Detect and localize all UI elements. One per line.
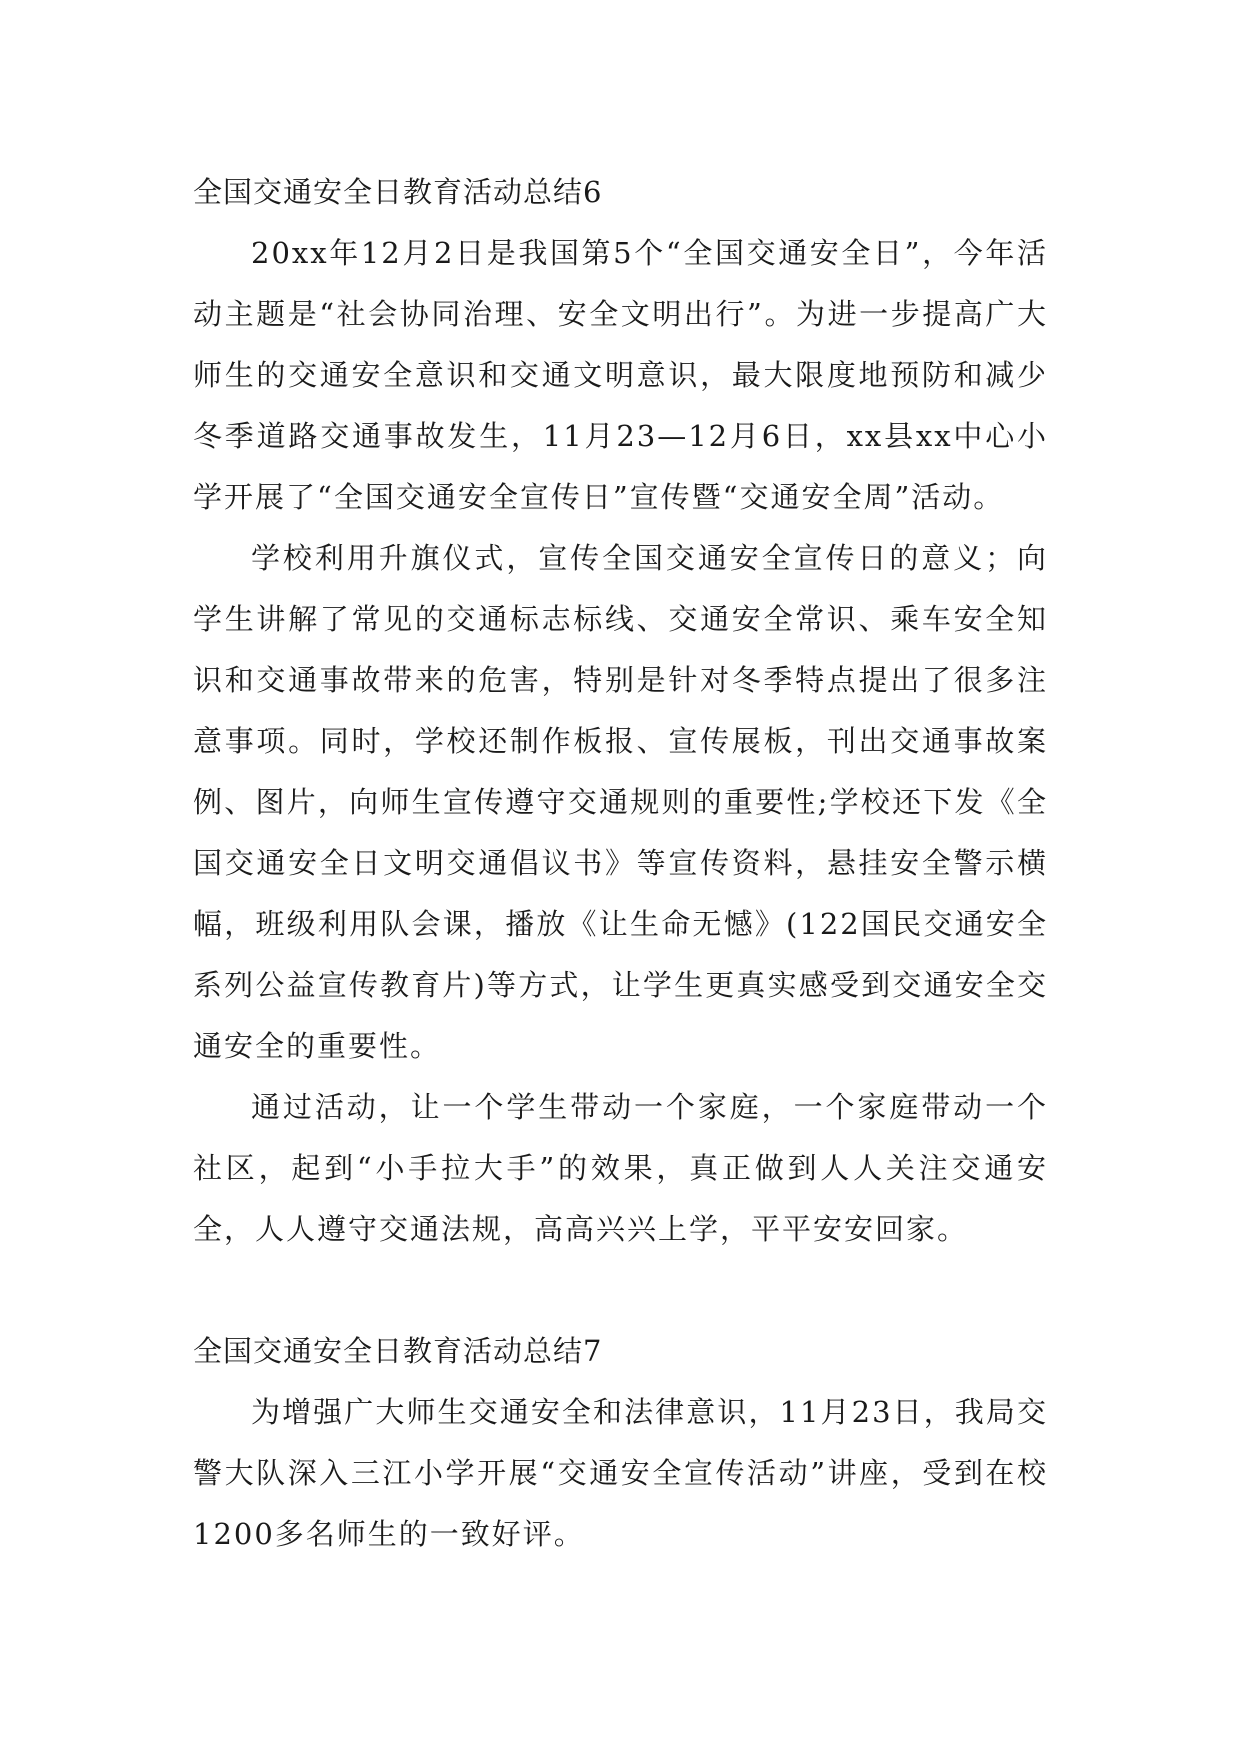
paragraph: 通过活动，让一个学生带动一个家庭，一个家庭带动一个社区，起到“小手拉大手”的效果，真正做到人人关注交通安全，人人遵守交通法规，高高兴兴上学，平平安安回家。 [193, 1090, 1048, 1246]
section-title-7: 全国交通安全日教育活动总结7 [193, 1334, 603, 1368]
paragraph: 学校利用升旗仪式，宣传全国交通安全宣传日的意义；向学生讲解了常见的交通标志标线、交通安全常识、乘车安全知识和交通事故带来的危害，特别是针对冬季特点提出了很多注意事项。同时，学校还制作板报、宣传展板，刊出交通事故案例、图片，向师生宣传遵守交通规则的重要性;学校还下发《全国交通安全日文明交通倡议书》等宣传资料，悬挂安全警示横幅，班级利用队会课，播放《让生命无憾》(122国民交通安全系列公益宣传教育片)等方式，让学生更真实感受到交通安全交通安全的重要性。 [193, 541, 1048, 1063]
section-spacer [193, 1260, 1048, 1321]
section-title-6: 全国交通安全日教育活动总结6 [193, 175, 603, 209]
paragraph: 为增强广大师生交通安全和法律意识，11月23日，我局交警大队深入三江小学开展“交通安全宣传活动”讲座，受到在校1200多名师生的一致好评。 [193, 1395, 1048, 1551]
paragraph: 20xx年12月2日是我国第5个“全国交通安全日”，今年活动主题是“社会协同治理、安全文明出行”。为进一步提高广大师生的交通安全意识和交通文明意识，最大限度地预防和减少冬季道路交通事故发生，11月23—12月6日，xx县xx中心小学开展了“全国交通安全宣传日”宣传暨“交通安全周”活动。 [193, 236, 1048, 514]
document-body [193, 162, 1048, 1565]
